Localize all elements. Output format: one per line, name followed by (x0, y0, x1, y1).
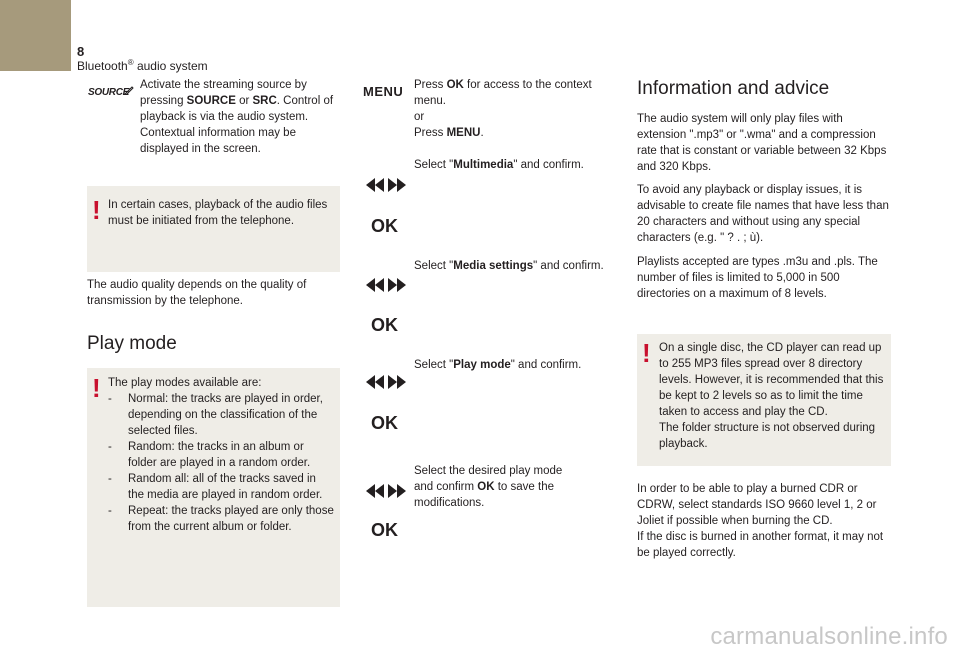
page-title: Bluetooth® audio system (77, 58, 208, 73)
step-4-text: Select "Play mode" and confirm. (414, 359, 582, 371)
info-paragraph: To avoid any playback or display issues, it is advisable to create file names that have less than 20 characters and without using any special characters (e.g. " ? . ; ù). (637, 184, 889, 244)
list-item: - Repeat: the tracks played are only those from the current album or folder. (108, 505, 334, 533)
source-icon-label: SOURCE (88, 87, 129, 98)
play-mode-heading: Play mode (87, 333, 177, 354)
warning-text-1: In certain cases, playback of the audio files must be initiated from the telephone. (108, 199, 328, 227)
activate-text: Activate the streaming source by pressing SOURCE or SRC. Control of playback is via the audio system. Contextual information may be displayed in the screen. (140, 79, 334, 155)
step-1-text: Press OK for access to the context menu. or Press MENU. (414, 79, 592, 139)
list-item: - Normal: the tracks are played in order, depending on the classification of the selected files. (108, 393, 323, 437)
warning-text-3: On a single disc, the CD player can read up to 255 MP3 files spread over 8 directory levels. However, it is recommended that this be kept to 2 levels so as to limit the time taken to access and play the CD. The folder structure is not observed during playback. (659, 342, 884, 450)
step-2-text: Select "Multimedia" and confirm. (414, 159, 584, 171)
play-modes-intro: The play modes available are: (108, 377, 262, 389)
left-right-arrows-icon (366, 374, 406, 390)
warning-box-1 (87, 186, 340, 272)
info-paragraph: In order to be able to play a burned CDR or CDRW, select standards ISO 9660 level 1, 2 or Joliet if possible when burning the CD. If the disc is burned in another format, it may not be played correctly. (637, 483, 884, 559)
ok-button-icon: OK (371, 216, 398, 236)
quality-text: The audio quality depends on the quality of transmission by the telephone. (87, 279, 307, 307)
warning-icon: ! (92, 195, 101, 225)
warning-icon: ! (92, 373, 101, 403)
info-paragraph: The audio system will only play files with extension ".mp3" or ".wma" and a compression rate that is constant or variable between 32 Kbps and 320 Kbps. (637, 113, 887, 173)
pen-icon (124, 85, 134, 95)
info-heading: Information and advice (637, 78, 830, 99)
left-right-arrows-icon (366, 277, 406, 293)
step-3-text: Select "Media settings" and confirm. (414, 260, 604, 272)
list-item: - Random all: all of the tracks saved in the media are played in random order. (108, 473, 323, 501)
menu-button-icon: MENU (363, 84, 404, 99)
warning-icon: ! (642, 338, 651, 368)
info-paragraph: Playlists accepted are types .m3u and .pls. The number of files is limited to 5,000 in 500 directories on a maximum of 8 levels. (637, 256, 878, 300)
warning-box-2 (87, 368, 340, 607)
left-right-arrows-icon (366, 483, 406, 499)
step-5-text: Select the desired play mode and confirm OK to save the modifications. (414, 465, 563, 509)
warning-box-3 (637, 334, 891, 466)
play-modes-list (108, 375, 334, 535)
left-right-arrows-icon (366, 177, 406, 193)
corner-tab (0, 0, 71, 71)
ok-button-icon: OK (371, 315, 398, 335)
watermark: carmanualsonline.info (710, 623, 948, 650)
source-icon (88, 84, 132, 100)
ok-button-icon: OK (371, 520, 398, 540)
page-number: 8 (77, 44, 85, 59)
list-item: - Random: the tracks in an album or folder are played in a random order. (108, 441, 311, 469)
ok-button-icon: OK (371, 413, 398, 433)
